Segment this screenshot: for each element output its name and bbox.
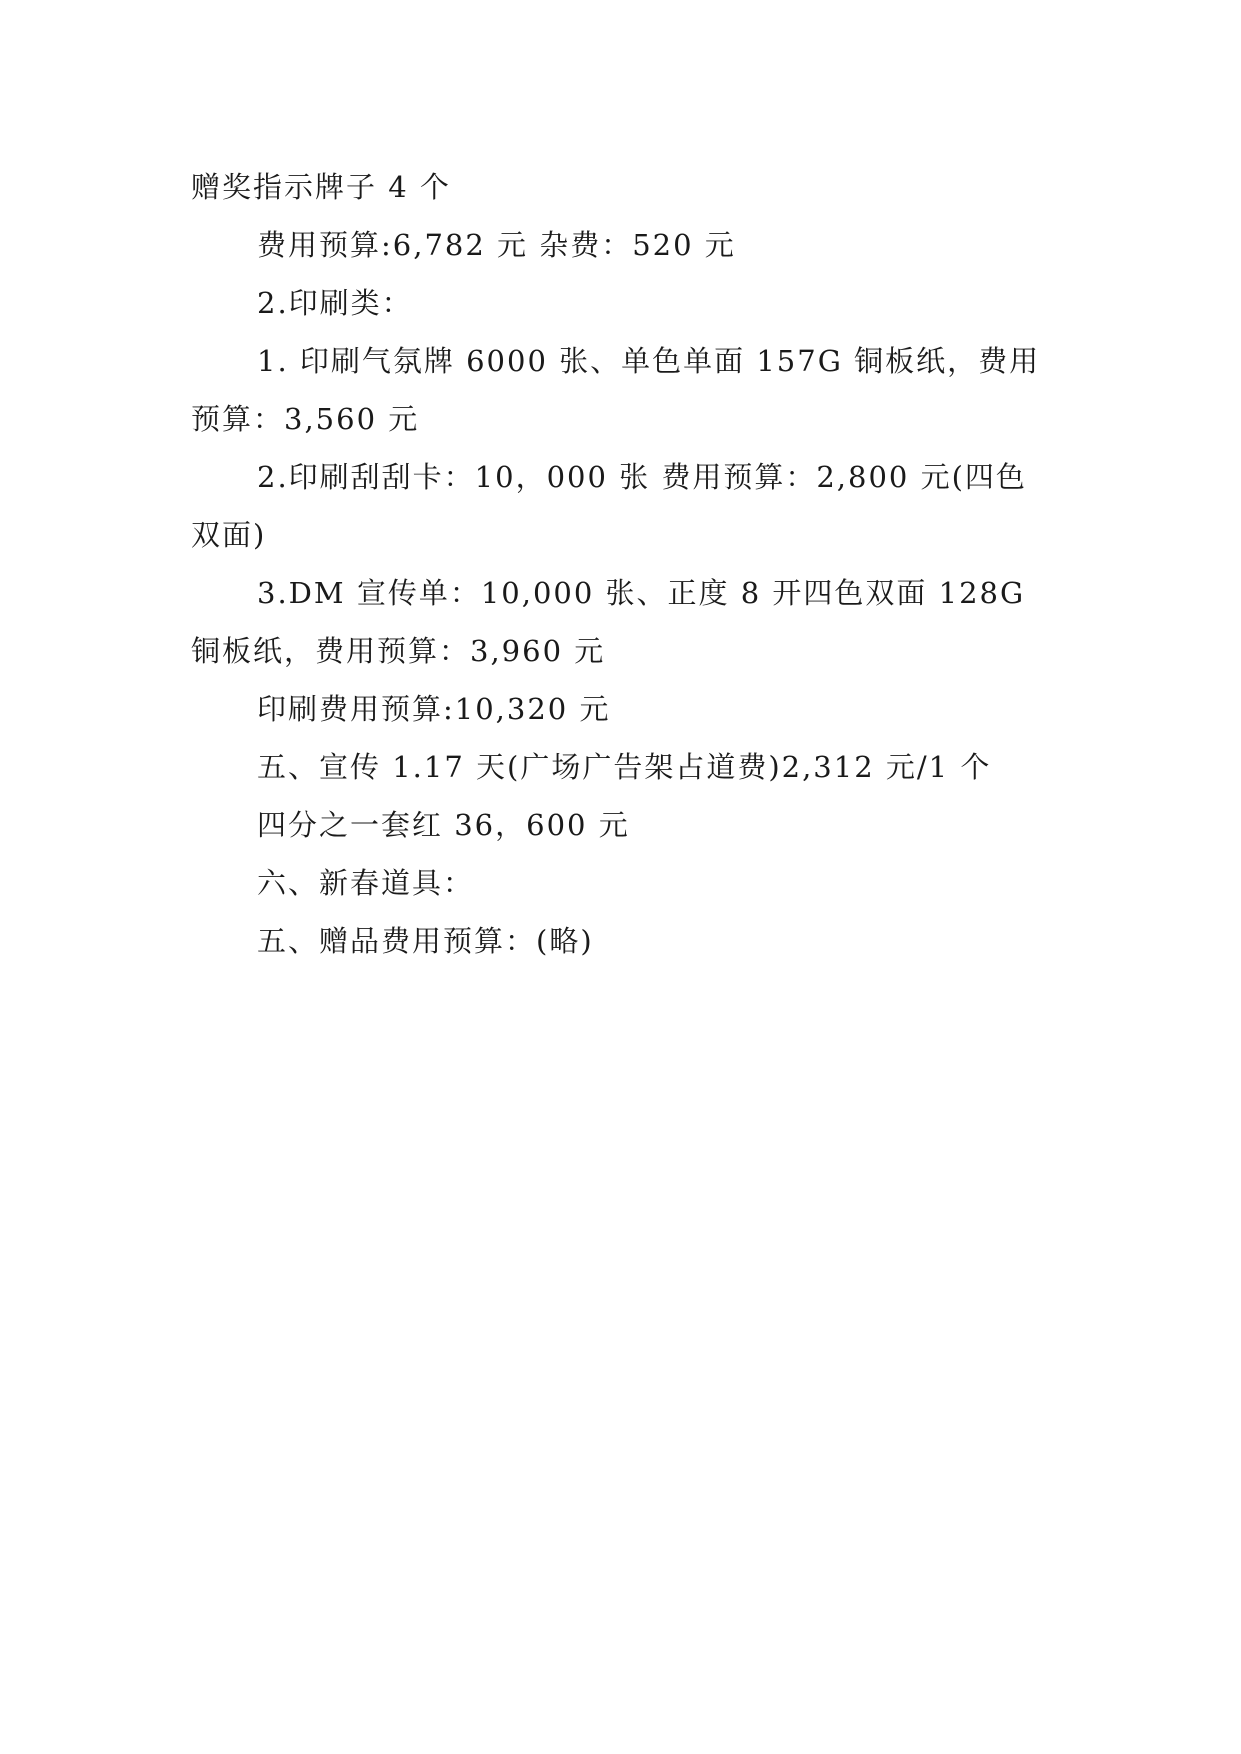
paragraph-new-year-props: 六、新春道具： [257,866,475,900]
document-body [191,158,1051,970]
paragraph-scratch-cards: 2.印刷刮刮卡：10，000 张 费用预算：2,800 元(四色双面) [191,460,1027,552]
paragraph-dm-flyers: 3.DM 宣传单：10,000 张、正度 8 开四色双面 128G 铜板纸，费用预算：3,960 元 [191,576,1026,668]
paragraph-prize-signs: 赠奖指示牌子 4 个 [191,170,451,204]
paragraph-gift-budget: 五、赠品费用预算：(略) [257,924,594,958]
paragraph-printing-heading: 2.印刷类： [257,286,413,320]
paragraph-promotion: 五、宣传 1.17 天(广场广告架占道费)2,312 元/1 个 [257,750,992,784]
paragraph-printing-budget: 印刷费用预算:10,320 元 [257,692,611,726]
paragraph-budget-misc: 费用预算:6,782 元 杂费：520 元 [257,228,736,262]
paragraph-quarter-set: 四分之一套红 36，600 元 [257,808,630,842]
paragraph-atmosphere-cards: 1. 印刷气氛牌 6000 张、单色单面 157G 铜板纸，费用预算：3,560 元 [191,344,1041,436]
